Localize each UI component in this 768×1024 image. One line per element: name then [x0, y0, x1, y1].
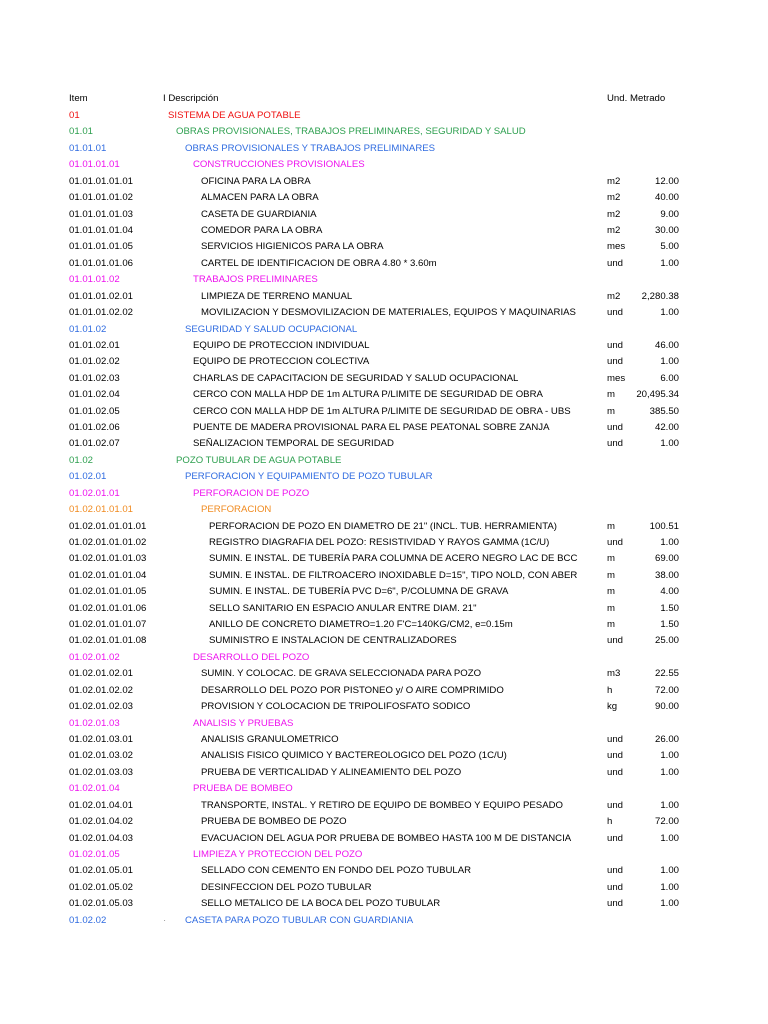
- row-item-code: 01.01.01: [69, 142, 107, 154]
- table-row: [0, 108, 768, 124]
- row-unit: m: [607, 520, 615, 532]
- row-unit: kg: [607, 701, 618, 713]
- row-item-code: 01.02.01.01.01.02: [69, 536, 147, 548]
- row-metrado: 1.00: [660, 832, 679, 844]
- table-row: [0, 666, 768, 682]
- row-metrado: 1.00: [660, 536, 679, 548]
- row-description: DESARROLLO DEL POZO POR PISTONEO y/ O AIRE COMPRIMIDO: [201, 684, 504, 696]
- row-item-code: 01.02.02: [69, 914, 107, 926]
- table-row: [0, 831, 768, 847]
- table-row: [0, 371, 768, 387]
- row-unit: und: [607, 766, 624, 778]
- row-item-code: 01.02.01.03.01: [69, 734, 134, 745]
- row-item-code: 01.01.01.02: [69, 274, 120, 286]
- row-description: TRANSPORTE, INSTAL. Y RETIRO DE EQUIPO DE BOMBEO Y EQUIPO PESADO: [201, 799, 563, 811]
- row-unit: und: [607, 536, 624, 548]
- row-metrado: 4.00: [660, 586, 679, 598]
- row-description: ANALISIS FISICO QUIMICO Y BACTEREOLOGICO DEL POZO (1C/U): [201, 750, 507, 762]
- row-description: COMEDOR PARA LA OBRA: [201, 224, 323, 236]
- row-item-code: 01.01: [69, 126, 94, 138]
- row-metrado: 6.00: [660, 372, 679, 384]
- table-row: [0, 535, 768, 551]
- row-item-code: 01.02.01.01.01.01: [69, 520, 147, 532]
- table-row: [0, 157, 768, 173]
- row-unit: m: [607, 619, 615, 630]
- header-item: Item: [69, 93, 88, 104]
- row-metrado: 1.00: [660, 766, 679, 778]
- row-item-code: 01.02.01.02.02: [69, 684, 134, 696]
- row-metrado: 46.00: [654, 339, 679, 351]
- table-row: [0, 190, 768, 206]
- row-metrado: 1.00: [660, 750, 679, 762]
- table-row: [0, 354, 768, 370]
- row-description: CASETA PARA POZO TUBULAR CON GUARDIANIA: [185, 914, 414, 926]
- table-row: [0, 584, 768, 600]
- row-unit: und: [607, 339, 624, 351]
- row-metrado: 42.00: [654, 422, 679, 433]
- row-metrado: 100.51: [649, 520, 679, 532]
- row-item-code: 01.01.01.01.03: [69, 208, 134, 220]
- row-description: DESINFECCION DEL POZO TUBULAR: [201, 881, 372, 893]
- row-description: CARTEL DE IDENTIFICACION DE OBRA 4.80 * 3.60m: [201, 257, 437, 269]
- row-tick-mark: ·: [163, 914, 167, 926]
- row-description: PUENTE DE MADERA PROVISIONAL PARA EL PASE PEATONAL SOBRE ZANJA: [193, 422, 550, 433]
- row-metrado: 1.00: [660, 257, 679, 269]
- row-metrado: 1.50: [660, 619, 679, 630]
- row-metrado: 1.50: [660, 602, 679, 614]
- row-unit: und: [607, 438, 624, 450]
- row-description: CASETA DE GUARDIANIA: [201, 208, 317, 220]
- row-metrado: 72.00: [654, 684, 679, 696]
- table-row: [0, 322, 768, 338]
- header-descripcion: I Descripción: [163, 93, 219, 104]
- row-metrado: 72.00: [654, 816, 679, 828]
- row-description: CHARLAS DE CAPACITACION DE SEGURIDAD Y SALUD OCUPACIONAL: [193, 372, 519, 384]
- row-metrado: 2,280.38: [641, 290, 679, 302]
- row-metrado: 1.00: [660, 307, 679, 318]
- row-item-code: 01.02: [69, 454, 94, 466]
- row-unit: m: [607, 553, 615, 565]
- table-row: [0, 420, 768, 436]
- row-description: SELLO METALICO DE LA BOCA DEL POZO TUBULAR: [201, 898, 441, 910]
- row-item-code: 01: [69, 110, 80, 121]
- row-description: EQUIPO DE PROTECCION INDIVIDUAL: [193, 339, 370, 351]
- table-row: [0, 781, 768, 797]
- row-description: CERCO CON MALLA HDP DE 1m ALTURA P/LIMITE DE SEGURIDAD DE OBRA - UBS: [193, 405, 571, 417]
- row-unit: m2: [607, 290, 621, 302]
- row-metrado: 30.00: [654, 224, 679, 236]
- table-row: [0, 436, 768, 452]
- row-unit: h: [607, 816, 613, 828]
- row-description: SUMINISTRO E INSTALACION DE CENTRALIZADORES: [209, 635, 457, 647]
- table-row: [0, 272, 768, 288]
- table-row: [0, 748, 768, 764]
- row-unit: m: [607, 569, 615, 581]
- row-description: PERFORACION Y EQUIPAMIENTO DE POZO TUBULAR: [185, 471, 433, 483]
- row-description: ANALISIS GRANULOMETRICO: [201, 734, 339, 745]
- table-row: [0, 601, 768, 617]
- table-row: [0, 863, 768, 879]
- row-description: REGISTRO DIAGRAFIA DEL POZO: RESISTIVIDAD Y RAYOS GAMMA (1C/U): [209, 536, 550, 548]
- table-row: [0, 568, 768, 584]
- row-unit: und: [607, 898, 624, 910]
- row-item-code: 01.02.01.01.01.05: [69, 586, 147, 598]
- row-item-code: 01.02.01.02.01: [69, 668, 134, 680]
- table-row: [0, 699, 768, 715]
- row-description: PERFORACION DE POZO: [193, 487, 310, 499]
- row-description: PRUEBA DE BOMBEO: [193, 783, 293, 795]
- row-metrado: 90.00: [654, 701, 679, 713]
- row-unit: und: [607, 307, 624, 318]
- row-metrado: 9.00: [660, 208, 679, 220]
- row-item-code: 01.02.01.01.01.04: [69, 569, 147, 581]
- table-row: [0, 716, 768, 732]
- table-row: [0, 141, 768, 157]
- table-row: [0, 174, 768, 190]
- row-unit: und: [607, 799, 624, 811]
- row-item-code: 01.02.01.05.02: [69, 881, 134, 893]
- row-item-code: 01.01.01.02.02: [69, 307, 134, 318]
- row-item-code: 01.02.01.03.03: [69, 766, 134, 778]
- table-row: [0, 239, 768, 255]
- table-row: [0, 256, 768, 272]
- row-unit: und: [607, 734, 624, 745]
- row-item-code: 01.01.01.01.06: [69, 257, 134, 269]
- row-metrado: 40.00: [654, 192, 679, 204]
- table-row: [0, 847, 768, 863]
- header-und: Und.: [607, 93, 628, 104]
- row-item-code: 01.01.02: [69, 323, 107, 335]
- table-row: [0, 551, 768, 567]
- row-metrado: 22.55: [654, 668, 679, 680]
- header-metrado: Metrado: [630, 93, 666, 104]
- row-item-code: 01.01.02.07: [69, 438, 120, 450]
- row-item-code: 01.02.01.01.01.03: [69, 553, 147, 565]
- row-description: PRUEBA DE VERTICALIDAD Y ALINEAMIENTO DEL POZO: [201, 766, 462, 778]
- row-description: PROVISION Y COLOCACION DE TRIPOLIFOSFATO SODICO: [201, 701, 471, 713]
- row-item-code: 01.02.01.04.01: [69, 799, 134, 811]
- table-row: [0, 617, 768, 633]
- row-item-code: 01.02.01.04.02: [69, 816, 134, 828]
- table-row: [0, 223, 768, 239]
- table-row: [0, 765, 768, 781]
- row-item-code: 01.01.02.03: [69, 372, 120, 384]
- row-description: OFICINA PARA LA OBRA: [201, 175, 311, 187]
- row-description: SEGURIDAD Y SALUD OCUPACIONAL: [185, 323, 358, 335]
- row-description: ALMACEN PARA LA OBRA: [201, 192, 319, 204]
- row-item-code: 01.02.01.01.01.08: [69, 635, 147, 647]
- row-unit: und: [607, 865, 624, 877]
- table-row: [0, 502, 768, 518]
- row-unit: h: [607, 684, 613, 696]
- row-item-code: 01.01.02.06: [69, 422, 120, 433]
- row-metrado: 12.00: [654, 175, 679, 187]
- row-metrado: 20,495.34: [636, 389, 679, 401]
- table-row: [0, 207, 768, 223]
- row-unit: m2: [607, 192, 621, 204]
- table-row: [0, 124, 768, 140]
- row-description: SUMIN. E INSTAL. DE TUBERÍA PVC D=6", P/COLUMNA DE GRAVA: [209, 586, 509, 598]
- table-row: [0, 683, 768, 699]
- row-unit: mes: [607, 372, 626, 384]
- row-metrado: 38.00: [654, 569, 679, 581]
- row-description: SERVICIOS HIGIENICOS PARA LA OBRA: [201, 241, 384, 253]
- row-description: SISTEMA DE AGUA POTABLE: [168, 110, 301, 121]
- row-description: MOVILIZACION Y DESMOVILIZACION DE MATERIALES, EQUIPOS Y MAQUINARIAS: [201, 307, 576, 318]
- row-metrado: 1.00: [660, 898, 679, 910]
- row-item-code: 01.01.01.01.01: [69, 175, 134, 187]
- row-unit: m: [607, 602, 615, 614]
- table-row: [0, 650, 768, 666]
- row-item-code: 01.01.02.01: [69, 339, 120, 351]
- row-item-code: 01.01.01.01.05: [69, 241, 134, 253]
- table-row: [0, 486, 768, 502]
- row-item-code: 01.01.01.02.01: [69, 290, 134, 302]
- row-metrado: 1.00: [660, 356, 679, 368]
- row-unit: und: [607, 832, 624, 844]
- row-item-code: 01.01.01.01.04: [69, 224, 134, 236]
- row-description: POZO TUBULAR DE AGUA POTABLE: [176, 454, 342, 466]
- row-metrado: 25.00: [654, 635, 679, 647]
- table-row: [0, 633, 768, 649]
- row-description: LIMPIEZA Y PROTECCION DEL POZO: [193, 848, 363, 860]
- row-metrado: 69.00: [654, 553, 679, 565]
- row-description: OBRAS PROVISIONALES Y TRABAJOS PRELIMINARES: [185, 142, 436, 154]
- row-description: ANALISIS Y PRUEBAS: [193, 717, 294, 729]
- row-item-code: 01.02.01.05.03: [69, 898, 134, 910]
- row-item-code: 01.01.01.01.02: [69, 192, 134, 204]
- row-item-code: 01.02.01.01.01.06: [69, 602, 147, 614]
- row-description: SELLADO CON CEMENTO EN FONDO DEL POZO TUBULAR: [201, 865, 472, 877]
- row-unit: und: [607, 257, 624, 269]
- row-description: CONSTRUCCIONES PROVISIONALES: [193, 159, 365, 171]
- table-row: [0, 814, 768, 830]
- row-item-code: 01.02.01: [69, 471, 107, 483]
- row-item-code: 01.02.01.01.01: [69, 504, 134, 516]
- row-metrado: 385.50: [649, 405, 679, 417]
- row-item-code: 01.02.01.04.03: [69, 832, 134, 844]
- row-unit: m2: [607, 224, 621, 236]
- row-description: EVACUACION DEL AGUA POR PRUEBA DE BOMBEO HASTA 100 M DE DISTANCIA: [201, 832, 572, 844]
- row-item-code: 01.02.01.05: [69, 848, 120, 860]
- row-item-code: 01.02.01.03: [69, 717, 120, 729]
- row-unit: und: [607, 422, 624, 433]
- table-row: [0, 338, 768, 354]
- row-description: LIMPIEZA DE TERRENO MANUAL: [201, 290, 353, 302]
- row-unit: und: [607, 356, 624, 368]
- row-unit: m2: [607, 175, 621, 187]
- table-row: [0, 387, 768, 403]
- row-unit: mes: [607, 241, 626, 253]
- row-metrado: 26.00: [654, 734, 679, 745]
- row-item-code: 01.02.01.01.01.07: [69, 619, 147, 630]
- row-description: PRUEBA DE BOMBEO DE POZO: [201, 816, 347, 828]
- row-item-code: 01.02.01.02.03: [69, 701, 134, 713]
- row-description: CERCO CON MALLA HDP DE 1m ALTURA P/LIMITE DE SEGURIDAD DE OBRA: [193, 389, 543, 401]
- row-item-code: 01.02.01.01: [69, 487, 120, 499]
- table-row: [0, 896, 768, 912]
- row-description: ANILLO DE CONCRETO DIAMETRO=1.20 F'C=140KG/CM2, e=0.15m: [209, 619, 513, 630]
- table-row: [0, 289, 768, 305]
- row-item-code: 01.01.01.01: [69, 159, 120, 171]
- row-item-code: 01.02.01.02: [69, 651, 120, 663]
- row-item-code: 01.01.02.02: [69, 356, 120, 368]
- table-row: [0, 519, 768, 535]
- row-item-code: 01.01.02.05: [69, 405, 120, 417]
- row-description: OBRAS PROVISIONALES, TRABAJOS PRELIMINARES, SEGURIDAD Y SALUD: [176, 126, 526, 138]
- row-description: SELLO SANITARIO EN ESPACIO ANULAR ENTRE DIAM. 21": [209, 602, 477, 614]
- row-description: DESARROLLO DEL POZO: [193, 651, 310, 663]
- row-metrado: 1.00: [660, 438, 679, 450]
- table-row: [0, 453, 768, 469]
- row-unit: und: [607, 881, 624, 893]
- row-metrado: 5.00: [660, 241, 679, 253]
- row-unit: m3: [607, 668, 621, 680]
- row-metrado: 1.00: [660, 881, 679, 893]
- table-row: [0, 732, 768, 748]
- row-unit: m: [607, 405, 615, 417]
- row-description: PERFORACION DE POZO EN DIAMETRO DE 21" (INCL. TUB. HERRAMIENTA): [209, 520, 557, 532]
- row-description: SEÑALIZACION TEMPORAL DE SEGURIDAD: [193, 438, 394, 450]
- table-row: [0, 404, 768, 420]
- row-description: EQUIPO DE PROTECCION COLECTIVA: [193, 356, 370, 368]
- row-description: TRABAJOS PRELIMINARES: [193, 274, 318, 286]
- row-item-code: 01.02.01.03.02: [69, 750, 134, 762]
- row-item-code: 01.01.02.04: [69, 389, 120, 401]
- table-header: [0, 91, 768, 107]
- row-item-code: 01.02.01.04: [69, 783, 120, 795]
- row-description: SUMIN. E INSTAL. DE FILTROACERO INOXIDABLE D=15", TIPO NOLD, CON ABER: [209, 569, 578, 581]
- table-row: [0, 880, 768, 896]
- table-row: [0, 798, 768, 814]
- row-metrado: 1.00: [660, 865, 679, 877]
- row-description: SUMIN. E INSTAL. DE TUBERÍA PARA COLUMNA DE ACERO NEGRO LAC DE BCC: [209, 553, 578, 565]
- row-unit: m: [607, 389, 615, 401]
- row-description: SUMIN. Y COLOCAC. DE GRAVA SELECCIONADA PARA POZO: [201, 668, 482, 680]
- row-unit: m: [607, 586, 615, 598]
- table-row: [0, 469, 768, 485]
- row-item-code: 01.02.01.05.01: [69, 865, 134, 877]
- row-unit: m2: [607, 208, 621, 220]
- row-description: PERFORACION: [201, 504, 272, 516]
- row-metrado: 1.00: [660, 799, 679, 811]
- row-unit: und: [607, 635, 624, 647]
- table-row: [0, 913, 768, 929]
- row-unit: und: [607, 750, 624, 762]
- table-row: [0, 305, 768, 321]
